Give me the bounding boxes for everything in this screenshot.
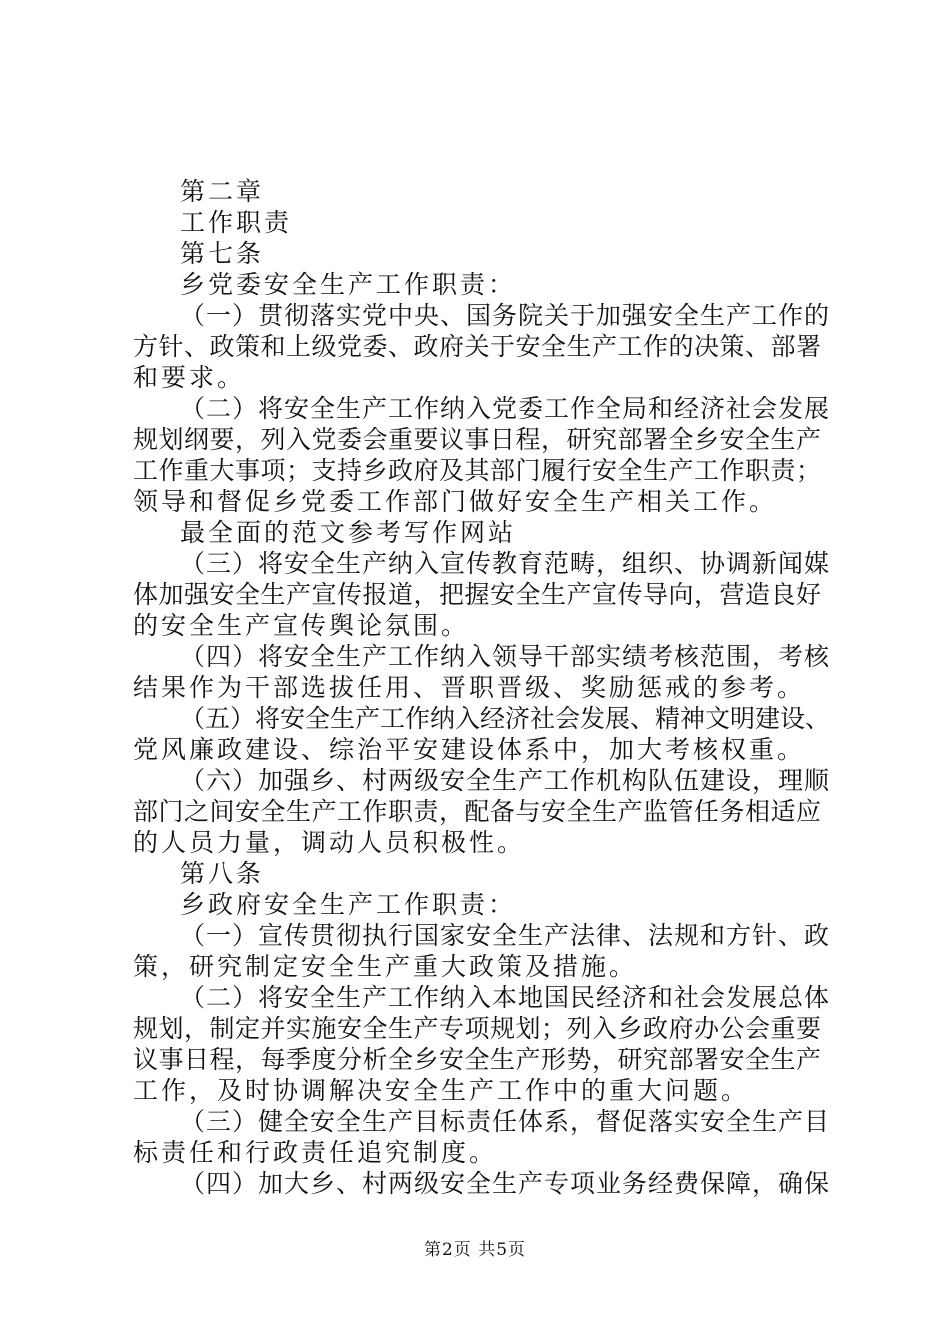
paragraph-line: 工作重大事项；支持乡政府及其部门履行安全生产工作职责； <box>133 456 822 485</box>
paragraph-line: （一）贯彻落实党中央、国务院关于加强安全生产工作的 <box>180 301 831 330</box>
paragraph-line: （二）将安全生产工作纳入党委工作全局和经济社会发展 <box>180 394 831 423</box>
page-footer: 第2页 共5页 <box>423 1240 527 1260</box>
paragraph-line: （三）健全安全生产目标责任体系，督促落实安全生产目 <box>180 1107 831 1136</box>
heading-line: 第二章 <box>180 177 265 206</box>
paragraph-line: （六）加强乡、村两级安全生产工作机构队伍建设，理顺 <box>180 766 831 795</box>
heading-line: 工作职责 <box>180 208 293 237</box>
paragraph-line: 和要求。 <box>133 363 246 392</box>
paragraph-line: （四）加大乡、村两级安全生产专项业务经费保障，确保 <box>180 1169 831 1198</box>
paragraph-line: 标责任和行政责任追究制度。 <box>133 1138 498 1167</box>
heading-line: 乡政府安全生产工作职责： <box>180 890 517 919</box>
heading-line: 第七条 <box>180 239 265 268</box>
paragraph-line: 的人员力量，调动人员积极性。 <box>133 828 526 857</box>
paragraph-line: （五）将安全生产工作纳入经济社会发展、精神文明建设、 <box>180 704 831 733</box>
paragraph-line: 党风廉政建设、综治平安建设体系中，加大考核权重。 <box>133 735 806 764</box>
paragraph-line: 结果作为干部选拔任用、晋职晋级、奖励惩戒的参考。 <box>133 673 806 702</box>
paragraph-line: 规划纲要，列入党委会重要议事日程，研究部署全乡安全生产 <box>133 425 822 454</box>
paragraph-line: 议事日程，每季度分析全乡安全生产形势，研究部署安全生产 <box>133 1045 822 1074</box>
paragraph-line: 部门之间安全生产工作职责，配备与安全生产监管任务相适应 <box>133 797 822 826</box>
paragraph-line: 方针、政策和上级党委、政府关于安全生产工作的决策、部署 <box>133 332 822 361</box>
paragraph-line: 的安全生产宣传舆论氛围。 <box>133 611 470 640</box>
heading-line: 第八条 <box>180 859 265 888</box>
paragraph-line: （一）宣传贯彻执行国家安全生产法律、法规和方针、政 <box>180 921 831 950</box>
paragraph-line: 体加强安全生产宣传报道，把握安全生产宣传导向，营造良好 <box>133 580 822 609</box>
heading-line: 最全面的范文参考写作网站 <box>180 518 517 547</box>
paragraph-line: 领导和督促乡党委工作部门做好安全生产相关工作。 <box>133 487 778 516</box>
paragraph-line: （四）将安全生产工作纳入领导干部实绩考核范围，考核 <box>180 642 831 671</box>
paragraph-line: 规划，制定并实施安全生产专项规划；列入乡政府办公会重要 <box>133 1014 822 1043</box>
paragraph-line: （二）将安全生产工作纳入本地国民经济和社会发展总体 <box>180 983 831 1012</box>
document-body <box>133 176 833 1199</box>
paragraph-line: （三）将安全生产纳入宣传教育范畴，组织、协调新闻媒 <box>180 549 831 578</box>
heading-line: 乡党委安全生产工作职责： <box>180 270 517 299</box>
paragraph-line: 工作，及时协调解决安全生产工作中的重大问题。 <box>133 1076 750 1105</box>
paragraph-line: 策，研究制定安全生产重大政策及措施。 <box>133 952 638 981</box>
